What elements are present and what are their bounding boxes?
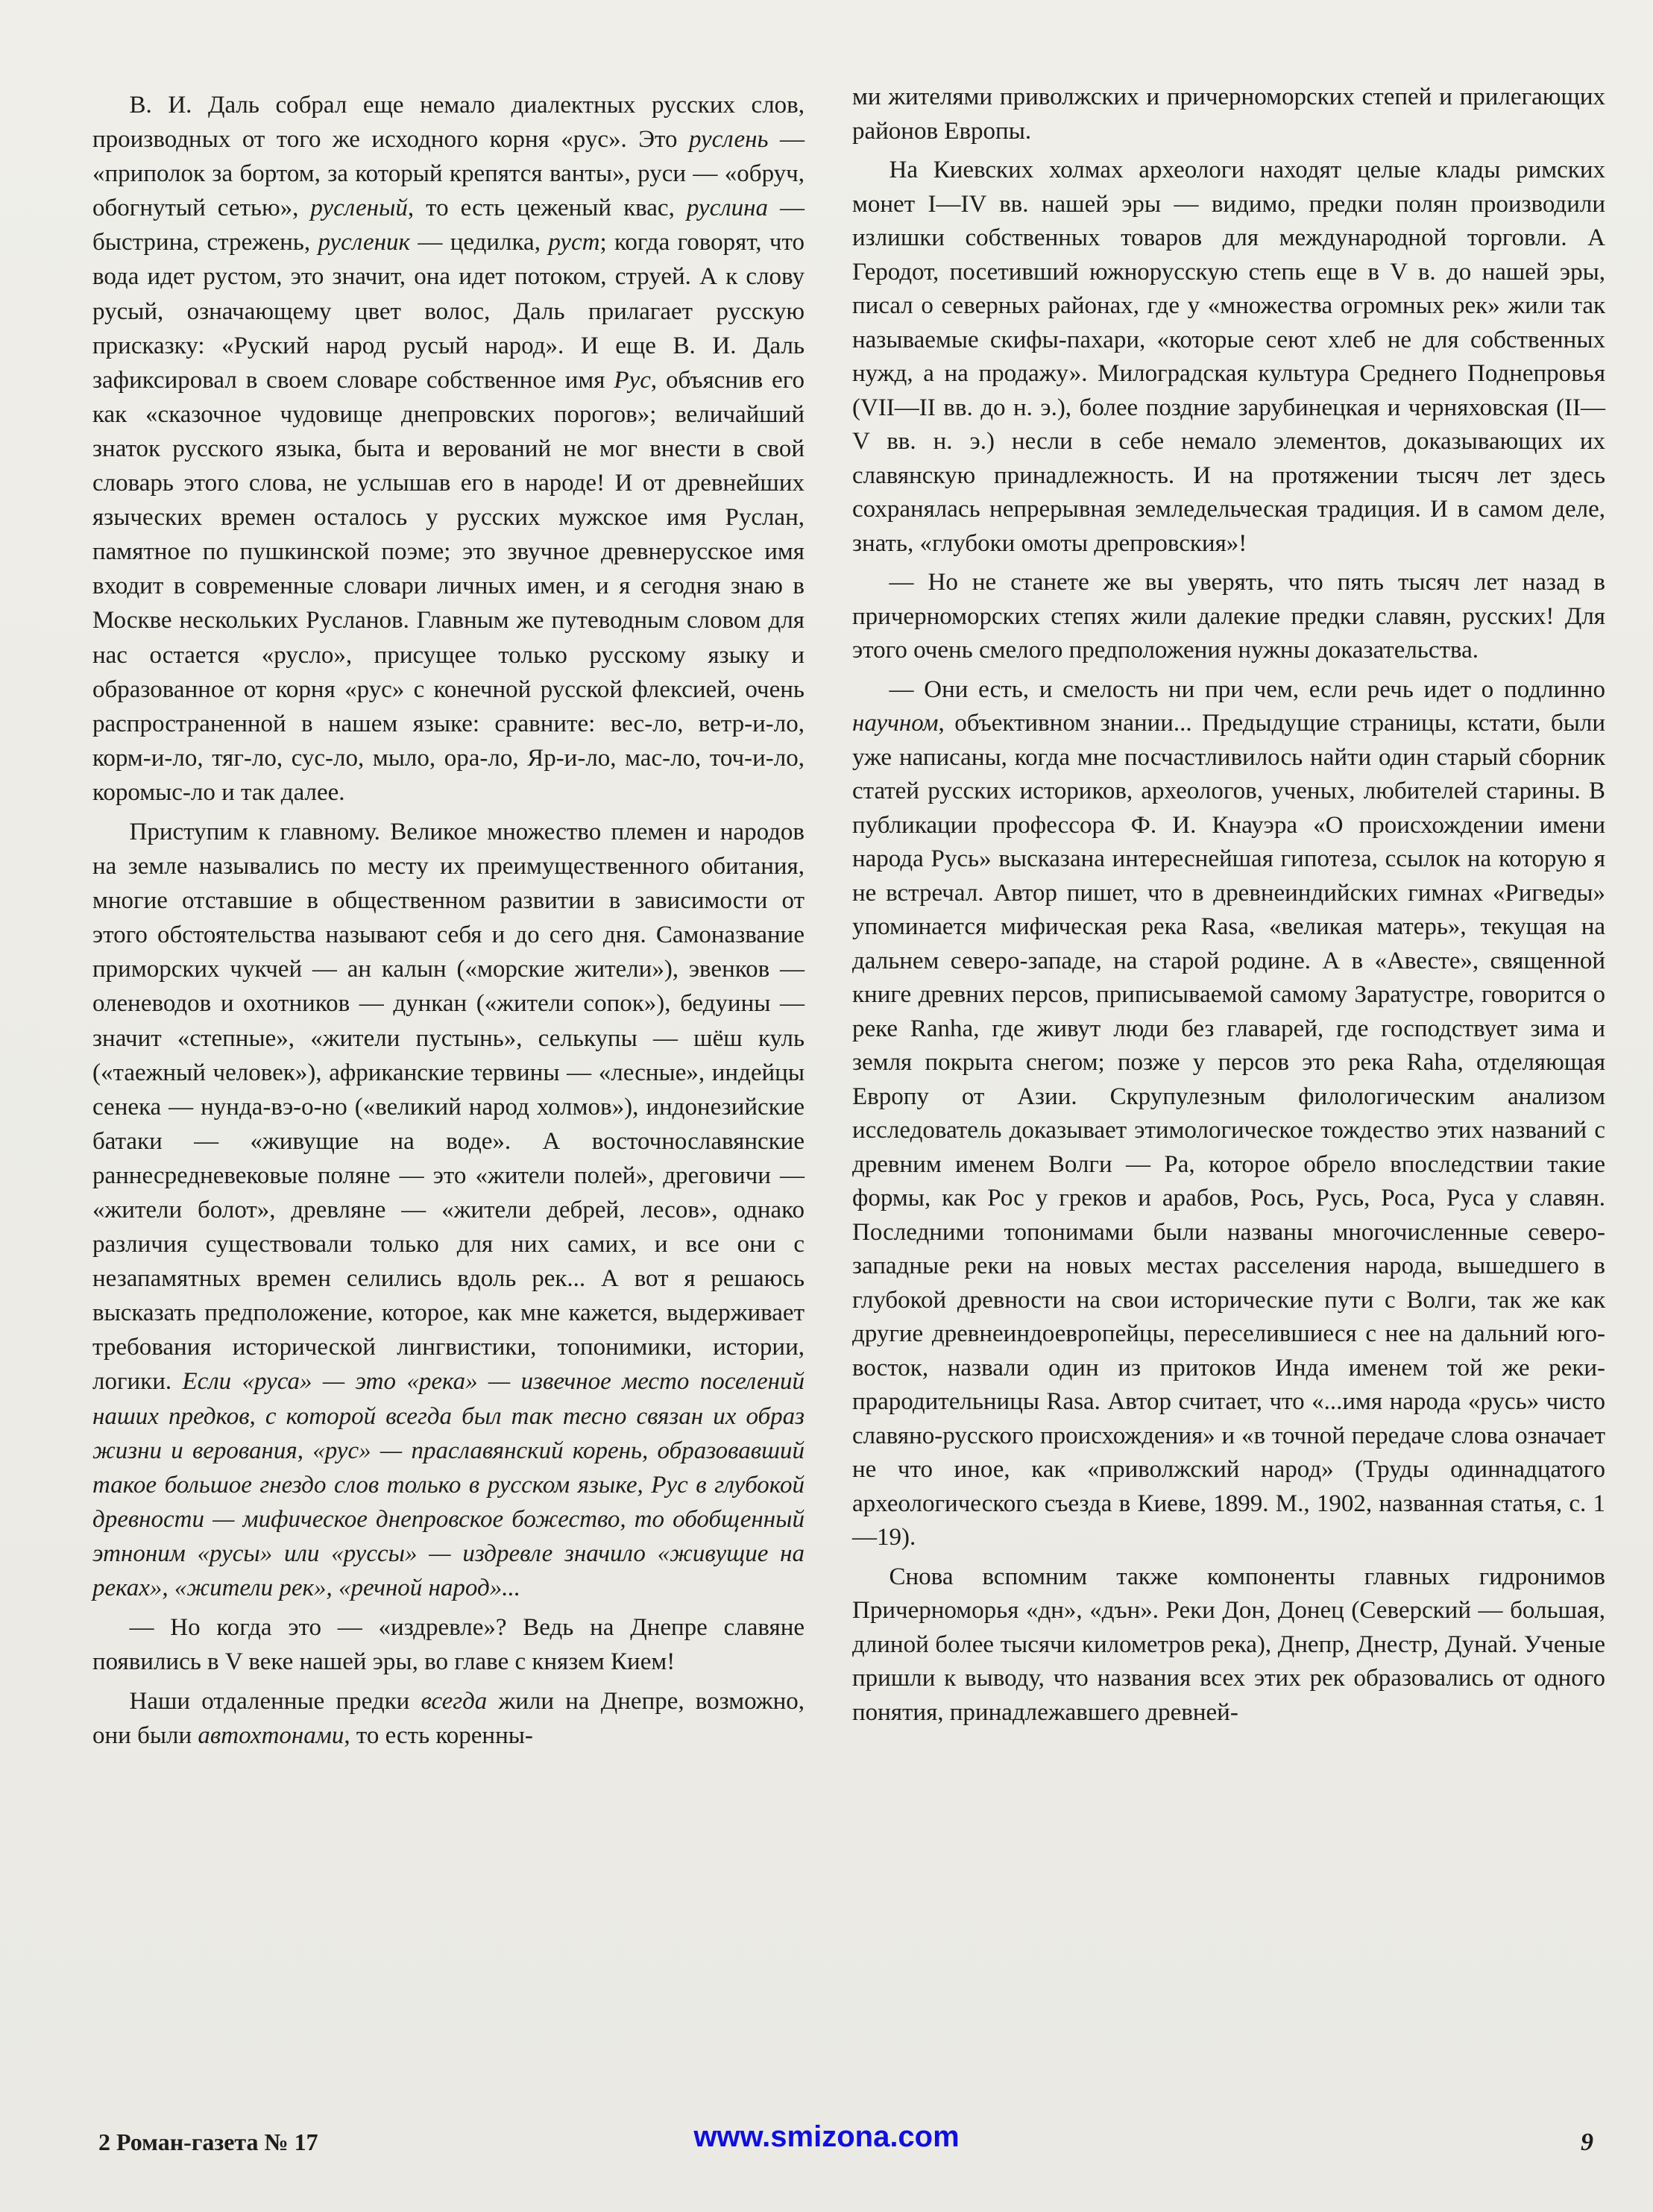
paragraph: Приступим к главному. Великое множество племен и народов на земле назывались по месту их преимущественного обитания, многие отставшие в общественном развитии в зависимости от этого обстоятельства называют себя и до сего дня. Самоназвание приморских чукчей — ан калын («морские жители»), эвенков — оленеводов и охотников — дункан («жители сопок»), бедуины — значит «степные», «жители пустынь», селькупы — шёш куль («таежный человек»), африканские тервины — «лесные», индейцы сенека — нунда-вэ-о-но («великий народ холмов»), индонезийские батаки — «живущие на воде». А восточнославянские раннесредневековые поляне — это «жители полей», дреговичи — «жители болот», древляне — «жители дебрей, лесов», однако различия существовали только для них самих, и все они с незапамятных времен селились вдоль рек... А вот я решаюсь высказать предположение, которое, как мне кажется, выдерживает требования исторической лингвистики, топонимики, истории, логики. Если «руса» — это «река» — извечное место поселений наших предков, с которой всегда был так тесно связан их образ жизни и верования, «рус» — праславянский корень, образовавший такое большое гнездо слов только в русском языке, Рус в глубокой древности — мифическое днепровское божество, то обобщенный этноним «русы» или «руссы» — издревле значило «живущие на реках», «жители рек», «речной народ»... <box>92 818 805 1602</box>
left-column <box>92 88 805 1753</box>
paragraph: ми жителями приволжских и причерноморских степей и прилегающих районов Европы. <box>852 83 1605 145</box>
paragraph: Снова вспомним также компоненты главных гидронимов Причерноморья «дн», «дън». Реки Дон, Донец (Северский — большая, длиной более тысячи километров река), Днепр, Днестр, Дунай. Ученые пришли к выводу, что названия всех этих рек образовались от одного понятия, принадлежавшего древней- <box>852 1563 1605 1726</box>
paragraph: — Но не станете же вы уверять, что пять тысяч лет назад в причерноморских степях жили далекие предки славян, русских! Для этого очень смелого предположения нужны доказательства. <box>852 569 1605 664</box>
right-column <box>852 81 1605 1730</box>
paragraph: На Киевских холмах археологи находят целые клады римских монет I—IV вв. нашей эры — видимо, предки полян производили излишки собственных товаров для международной торговли. А Геродот, посетивший южнорусскую степь еще в V в. до нашей эры, писал о северных районах, где у «множества огромных рек» жили так называемые скифы-пахари, «которые сеют хлеб не для собственных нужд, а на продажу». Милоградская культура Среднего Поднепровья (VII—II вв. до н. э.), более поздние зарубинецкая и черняховская (II—V вв. н. э.) несли в себе немало элементов, доказывающих их славянскую принадлежность. И на протяжении тысяч лет здесь сохранялась непрерывная земледельческая традиция. И в самом деле, знать, «глубоки омоты дрепровския»! <box>852 157 1605 557</box>
paragraph: — Но когда это — «издревле»? Ведь на Днепре славяне появились в V веке нашей эры, во главе с князем Кием! <box>92 1614 805 1676</box>
paragraph: — Они есть, и смелость ни при чем, если речь идет о подлинно научном, объективном знании... Предыдущие страницы, кстати, были уже написаны, когда мне посчастливилось найти один старый сборник статей русских историков, археологов, ученых, любителей старины. В публикации профессора Ф. И. Кнауэра «О происхождении имени народа Русь» высказана интереснейшая гипотеза, ссылок на которую я не встречал. Автор пишет, что в древнеиндийских гимнах «Ригведы» упоминается мифическая река Rasa, «великая матерь», текущая на дальнем северо-западе, на старой родине. А в «Авесте», священной книге древних персов, приписываемой самому Заратустре, говорится о реке Ranha, где живут люди без главарей, где господствует зима и земля покрыта снегом; позже у персов это река Raha, отделяющая Европу от Азии. Скрупулезным филологическим анализом исследователь доказывает этимологическое тождество этих названий с древним именем Волги — Ра, которое обрело впоследствии такие формы, как Рос у греков и арабов, Рось, Русь, Роса, Руса у славян. Последними топонимами были названы многочисленные северо-западные реки на новых местах расселения народа, вышедшего в глубокой древности на свои исторические пути с Волги, так же как другие древнеиндоевропейцы, переселившиеся с нее на дальний юго-восток, назвали один из притоков Инда именем той же реки-прародительницы Rasa. Автор считает, что «...имя народа «русь» чисто славяно-русского происхождения» и «в точной передаче слова означает не что иное, как «приволжский народ» (Труды одиннадцатого археологического съезда в Киеве, 1899. М., 1902, названная статья, с. 1—19). <box>852 675 1605 1551</box>
footer-page-number-left: 2 Роман-газета № 17 <box>98 2129 318 2155</box>
paragraph: Наши отдаленные предки всегда жили на Днепре, возможно, они были автохтонами, то есть коренны- <box>92 1688 805 1750</box>
paragraph: В. И. Даль собрал еще немало диалектных русских слов, производных от того же исходного корня «рус». Это руслень — «приполок за бортом, за который крепятся ванты», руси — «обруч, обогнутый сетью», русленый, то есть цеженый квас, руслина — быстрина, стрежень, русленик — цедилка, руст; когда говорят, что вода идет рустом, это значит, она идет потоком, струей. А к слову русый, означающему цвет волос, Даль прилагает русскую присказку: «Руский народ русый народ». И еще В. И. Даль зафиксировал в своем словаре собственное имя Рус, объяснив его как «сказочное чудовище днепровских порогов»; величайший знаток русского языка, быта и верований не мог внести в свой словарь этого слова, не услышав его в народе! И от древнейших языческих времен осталось у русских мужское имя Руслан, памятное по пушкинской поэме; это звучное древнерусское имя входит в современные словари личных имен, и я сегодня знаю в Москве нескольких Русланов. Главным же путеводным словом для нас остается «русло», присущее только русскому языку и образованное от корня «рус» с конечной русской флексией, очень распространенной в нашем языке: сравните: вес-ло, ветр-и-ло, корм-и-ло, тяг-ло, сус-ло, мыло, ора-ло, Яр-и-ло, мас-ло, точ-и-ло, коромыс-ло и так далее. <box>92 92 805 806</box>
footer-page-number-right: 9 <box>1581 2129 1593 2156</box>
footer-website-link[interactable]: www.smizona.com <box>693 2120 960 2153</box>
